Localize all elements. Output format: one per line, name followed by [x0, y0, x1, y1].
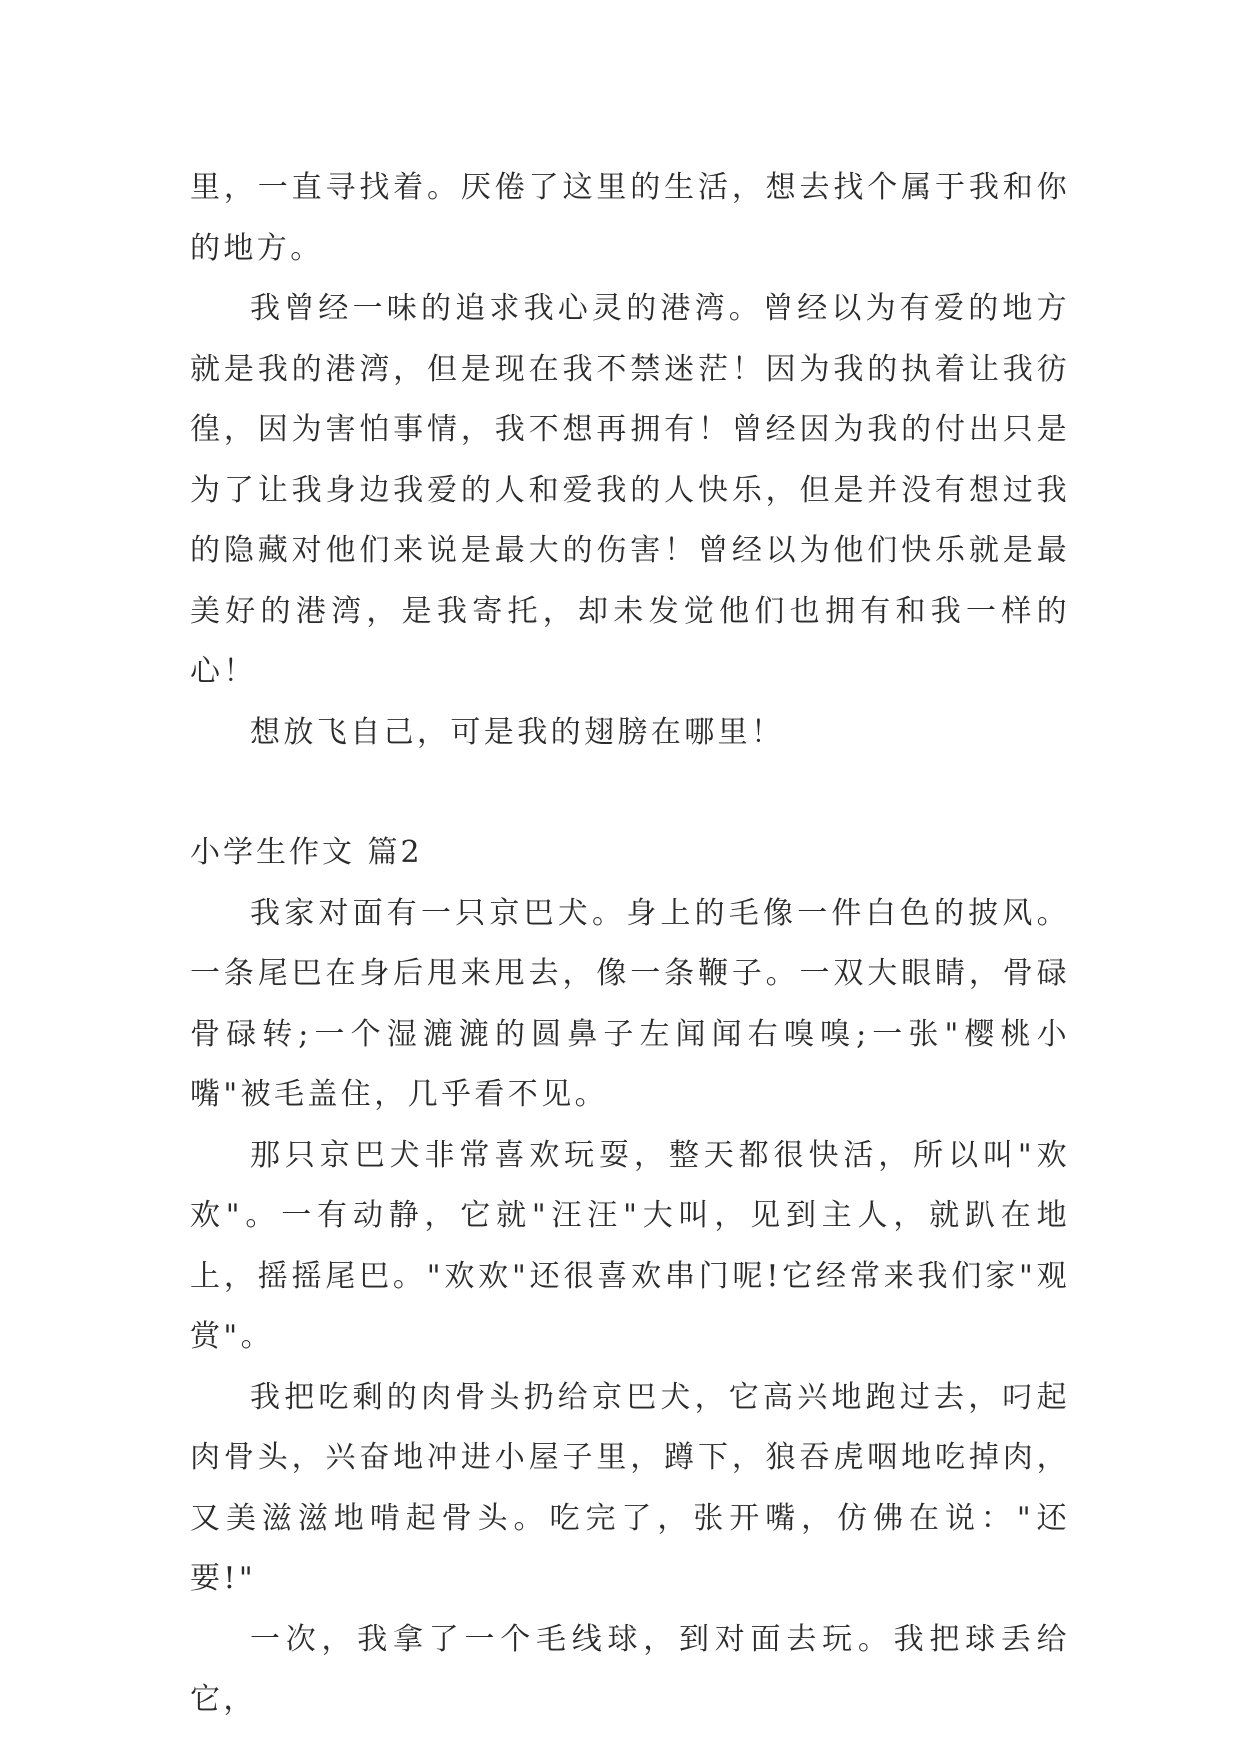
paragraph: 那只京巴犬非常喜欢玩耍，整天都很快活，所以叫"欢欢"。一有动静，它就"汪汪"大叫，见到主人，就趴在地上，摇摇尾巴。"欢欢"还很喜欢串门呢!它经常来我们家"观赏"。	[190, 1137, 1070, 1354]
paragraph: 想放飞自己，可是我的翅膀在哪里！	[250, 714, 785, 750]
document-body	[190, 158, 1070, 1731]
paragraph: 我家对面有一只京巴犬。身上的毛像一件白色的披风。一条尾巴在身后甩来甩去，像一条鞭子。一双大眼睛，骨碌骨碌转;一个湿漉漉的圆鼻子左闻闻右嗅嗅;一张"樱桃小嘴"被毛盖住，几乎看不见。	[190, 895, 1070, 1112]
paragraph: 我把吃剩的肉骨头扔给京巴犬，它高兴地跑过去，叼起肉骨头，兴奋地冲进小屋子里，蹲下，狼吞虎咽地吃掉肉，又美滋滋地啃起骨头。吃完了，张开嘴，仿佛在说："还要!"	[190, 1379, 1070, 1596]
paragraph: 里，一直寻找着。厌倦了这里的生活，想去找个属于我和你的地方。	[190, 170, 1070, 266]
section-heading: 小学生作文 篇2	[190, 835, 423, 870]
paragraph: 我曾经一味的追求我心灵的港湾。曾经以为有爱的地方就是我的港湾，但是现在我不禁迷茫！因为我的执着让我彷徨，因为害怕事情，我不想再拥有！曾经因为我的付出只是为了让我身边我爱的人和爱我的人快乐，但是并没有想过我的隐藏对他们来说是最大的伤害！曾经以为他们快乐就是最美好的港湾，是我寄托，却未发觉他们也拥有和我一样的心！	[190, 291, 1070, 689]
paragraph: 一次，我拿了一个毛线球，到对面去玩。我把球丢给它，	[190, 1621, 1070, 1717]
